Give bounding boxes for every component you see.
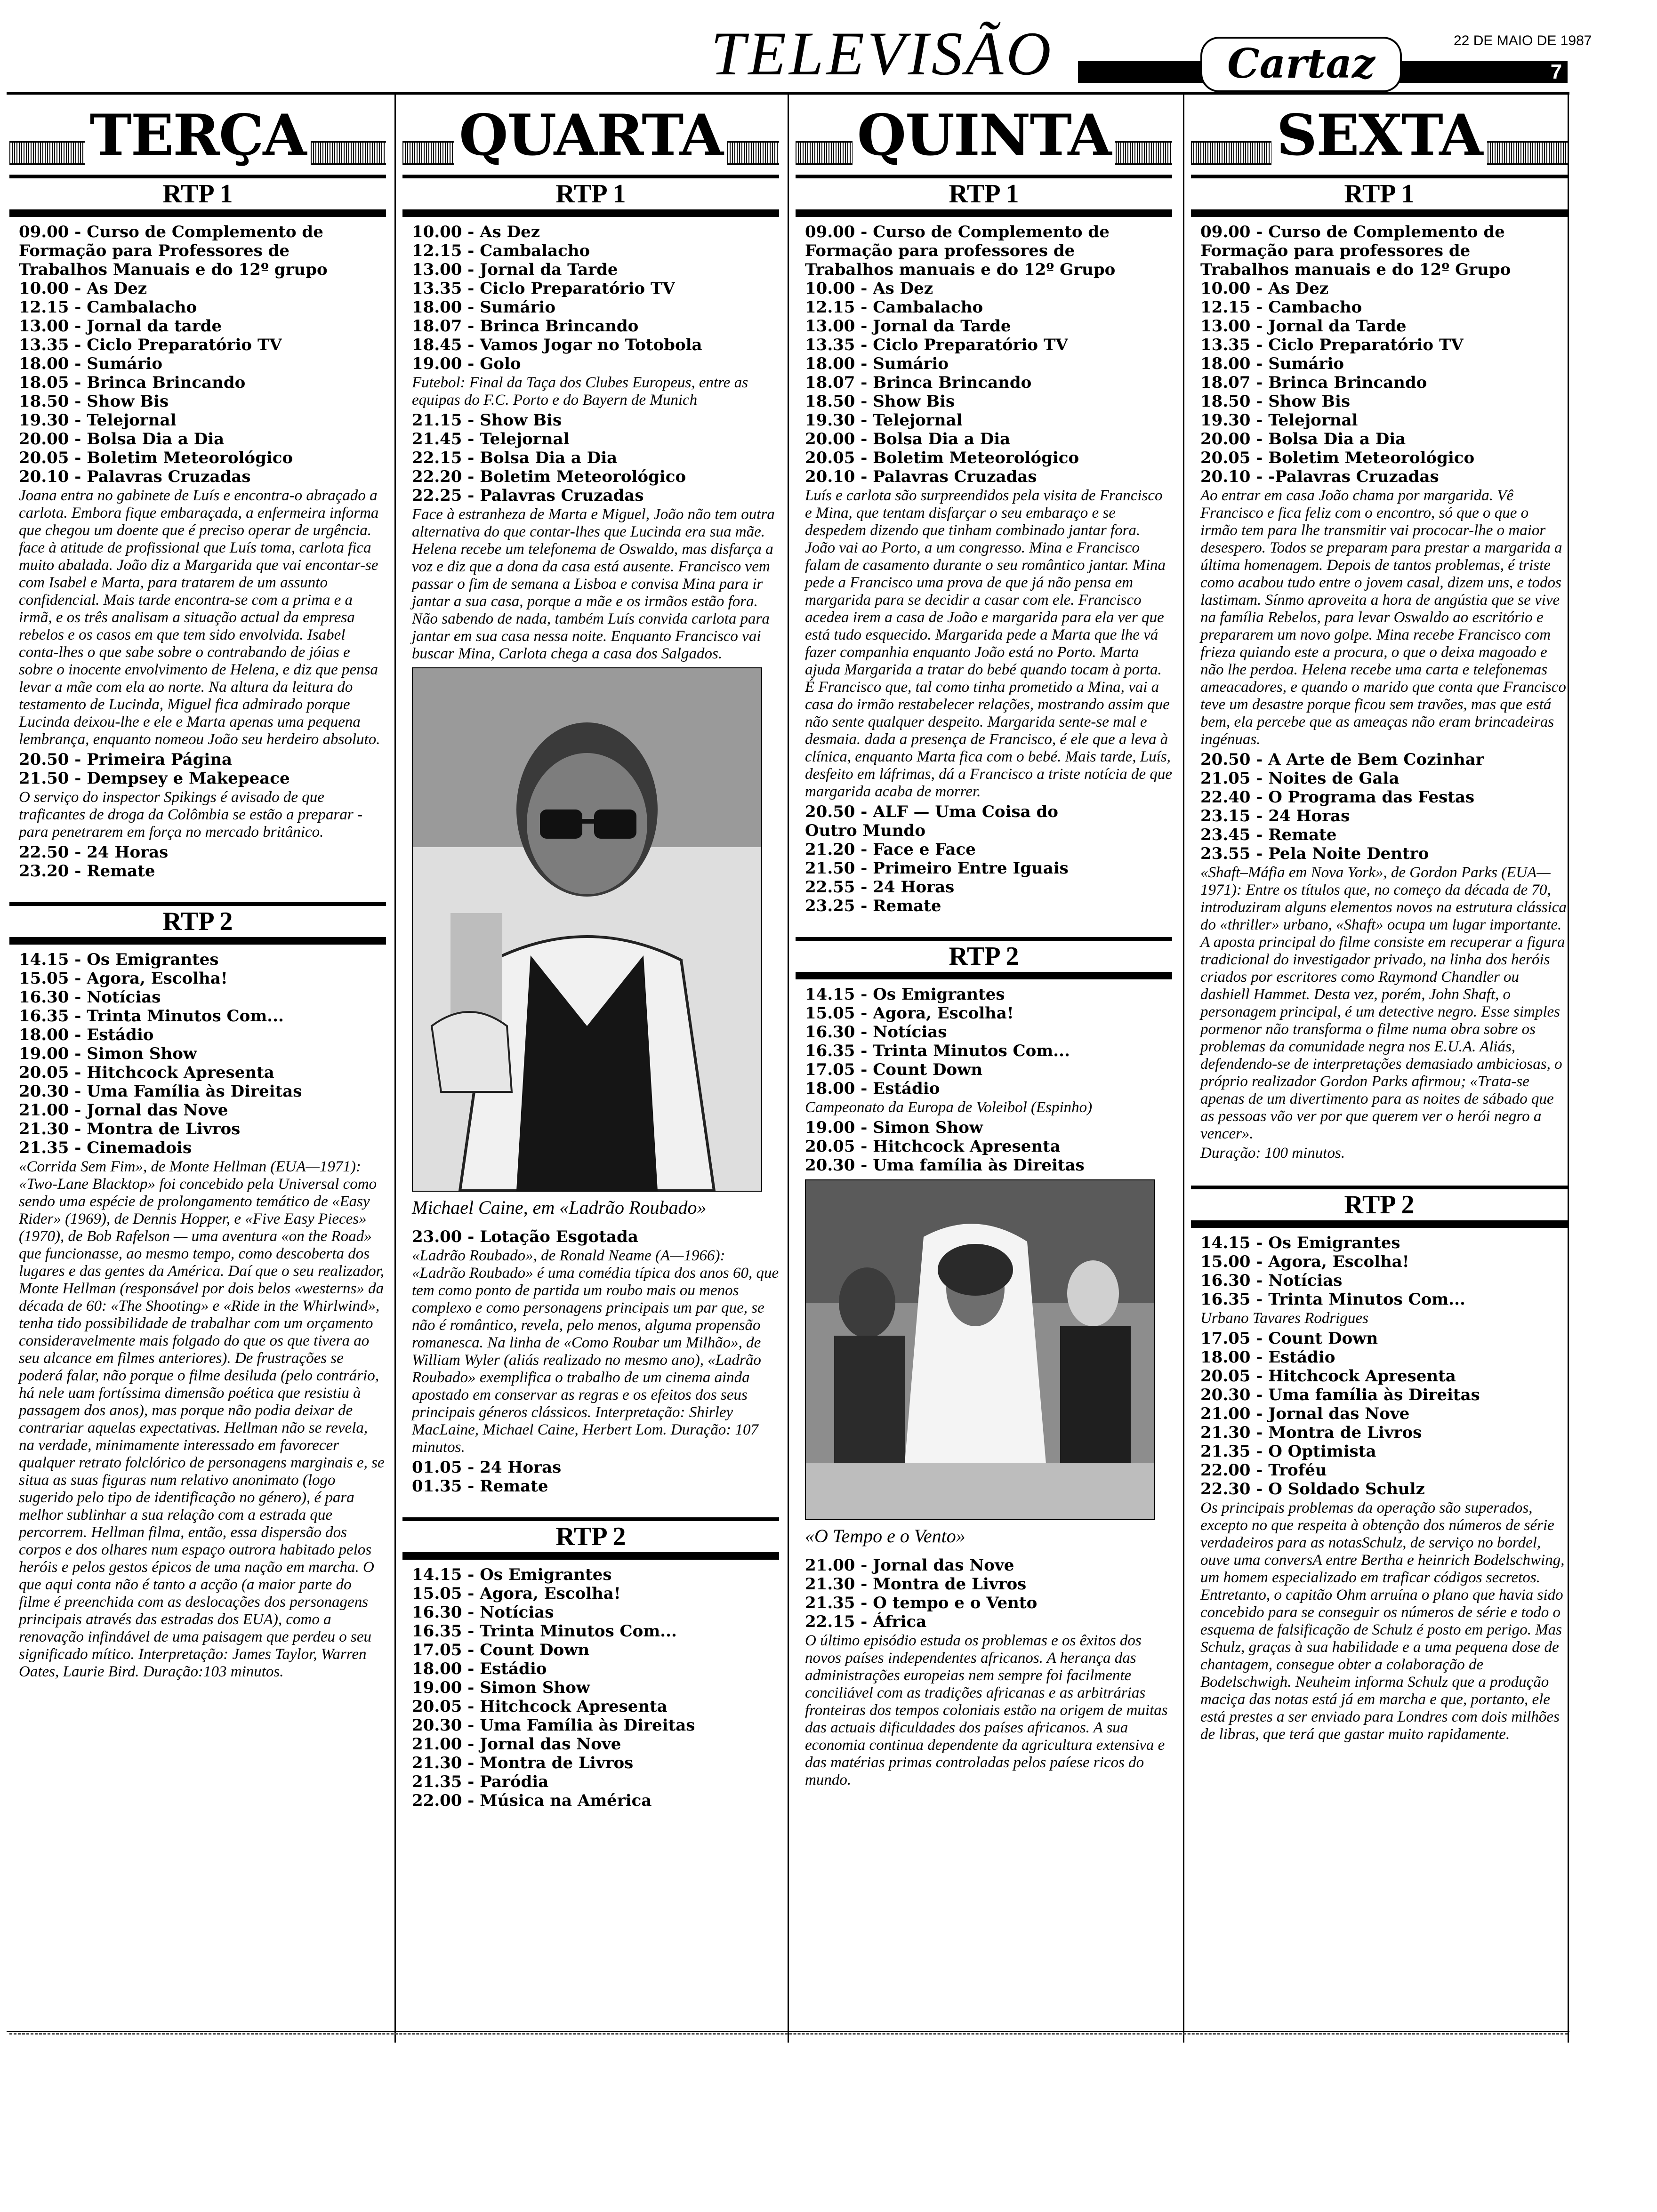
program-line: 15.05 - Agora, Escolha! xyxy=(19,969,228,988)
program-note: Ao entrar em casa João chama por margarida. Vê Francisco e fica feliz com o encontro, só que o que o irmão tem para lhe transmitir vai prococar-lhe o maior desespero. Todos se preparam para prestar a margarida a última homenagem. Depois de tantos problemas, é triste como acabou tudo entre o jovem casal, dizem uns, e todos lastimam. Sínmo aproveita a hora de angústia que se vive na família Rebelos, para levar Oswaldo ao escritório e prepararem um novo golpe. Mina recebe Francisco com frieza quiando este a procura, o que o deixa magoado e não lhe perdoa. Helena recebe uma carta e telefonemas ameacadores, e quando o marido que conta que Francisco teve um desastre porque ficou sem travões, mas que está bem, ela percebe que as ameaças não eram brincadeiras ingénuas. xyxy=(1200,487,1566,748)
photo-o-tempo-e-o-vento-image xyxy=(806,1180,1154,1519)
program-line: 18.00 - Estádio xyxy=(1200,1348,1335,1367)
program-line: 19.00 - Simon Show xyxy=(412,1678,590,1697)
program-line: 20.05 - Boletim Meteorológico xyxy=(1200,449,1475,467)
program-line: 19.30 - Telejornal xyxy=(1200,411,1358,430)
program-line: 21.00 - Jornal das Nove xyxy=(1200,1404,1410,1423)
program-line: 21.50 - Primeiro Entre Iguais xyxy=(805,859,1069,878)
program-line: 22.00 - Música na América xyxy=(412,1791,652,1810)
day-banner xyxy=(9,96,386,172)
program-line: 20.05 - Boletim Meteorológico xyxy=(19,449,293,467)
program-line: 21.35 - O Optimista xyxy=(1200,1442,1376,1461)
column-terca xyxy=(9,96,386,1683)
photo-caption: Michael Caine, em «Ladrão Roubado» xyxy=(412,1197,707,1218)
program-line: 17.05 - Count Down xyxy=(805,1060,983,1079)
program-line: 13.35 - Ciclo Preparatório TV xyxy=(1200,336,1464,354)
program-line: Trabalhos manuais e do 12º Grupo xyxy=(1200,260,1511,279)
program-line: 20.10 - Palavras Cruzadas xyxy=(19,467,251,486)
issue-date: 22 DE MAIO DE 1987 xyxy=(1454,33,1592,48)
program-line: 16.30 - Notícias xyxy=(19,988,161,1007)
program-line: 18.00 - Sumário xyxy=(412,298,556,317)
program-line: 19.30 - Telejornal xyxy=(19,411,177,430)
program-line: 20.50 - Primeira Página xyxy=(19,750,233,769)
program-line: 13.35 - Ciclo Preparatório TV xyxy=(412,279,675,298)
column-divider xyxy=(788,94,789,2043)
program-line: 10.00 - As Dez xyxy=(805,279,933,298)
schedule-rtp2-late xyxy=(796,1556,1172,1789)
program-line: 21.15 - Show Bis xyxy=(412,411,562,430)
program-line: 01.05 - 24 Horas xyxy=(412,1458,562,1477)
program-line: 21.00 - Jornal das Nove xyxy=(19,1101,228,1120)
program-line: 13.35 - Ciclo Preparatório TV xyxy=(19,336,282,354)
program-line: 22.20 - Boletim Meteorológico xyxy=(412,467,686,486)
schedule-rtp2 xyxy=(796,985,1172,1175)
program-line: 15.00 - Agora, Escolha! xyxy=(1200,1252,1409,1271)
program-note: Os principais problemas da operação são superados, excepto no que respeita à obtenção dos números de série verdadeiros para as notasSchulz, de serviço no bordel, ouve uma conversA entre Bertha e heinrich Bodelschwing, um homem especializado em traficar códigos secretos. Entretanto, o capitão Ohm arruína o plano que havia sido concebido para se conseguir os números de série e todo o esquema de falsificação de Schulz é posto em perigo. Mas Schulz, graças à sua habilidade e a uma pequena dose de chantagem, consegue obter a colaboração de Bodelschwigh. Neuheim informa Schulz que a produção maciça das notas está já em marcha e que, portanto, ele está prestes a ser enviado para Londres com dois milhões de libras, que terá que gastar muito rapidamente. xyxy=(1200,1499,1565,1743)
program-line: 18.07 - Brinca Brincando xyxy=(412,317,639,336)
program-line: Formação para professores de xyxy=(1200,241,1471,260)
program-line: 10.00 - As Dez xyxy=(412,223,540,241)
day-banner xyxy=(796,96,1172,172)
day-name: QUINTA xyxy=(853,102,1116,168)
program-line: 19.30 - Telejornal xyxy=(805,411,963,430)
program-line: 16.30 - Notícias xyxy=(1200,1271,1343,1290)
program-line: 18.00 - Estádio xyxy=(19,1026,154,1044)
program-line: 12.15 - Cambacho xyxy=(1200,298,1362,317)
channel-heading-rtp1: RTP 1 xyxy=(1191,175,1568,217)
program-line: 12.15 - Cambalacho xyxy=(412,241,590,260)
program-line: 21.05 - Noites de Gala xyxy=(1200,769,1400,788)
program-line: 21.35 - Paródia xyxy=(412,1772,549,1791)
program-line: 18.00 - Sumário xyxy=(805,354,949,373)
schedule-rtp1 xyxy=(796,223,1172,915)
program-line: 19.00 - Simon Show xyxy=(805,1118,983,1137)
program-line: 18.00 - Estádio xyxy=(805,1079,940,1098)
program-line: 21.45 - Telejornal xyxy=(412,430,570,449)
photo-michael-caine xyxy=(412,667,762,1192)
program-line: 14.15 - Os Emigrantes xyxy=(19,950,219,969)
program-line: 09.00 - Curso de Complemento de xyxy=(805,223,1110,241)
section-title: TELEVISÃO xyxy=(711,19,1054,88)
program-line: Trabalhos Manuais e do 12º grupo xyxy=(19,260,328,279)
program-line: 21.30 - Montra de Livros xyxy=(412,1754,634,1772)
program-line: 13.00 - Jornal da tarde xyxy=(19,317,222,336)
program-line: 23.55 - Pela Noite Dentro xyxy=(1200,844,1429,863)
schedule-rtp1-late xyxy=(402,1227,779,1496)
program-line: 18.50 - Show Bis xyxy=(1200,392,1351,411)
program-line: Trabalhos manuais e do 12º Grupo xyxy=(805,260,1116,279)
program-note: Campeonato da Europa de Voleibol (Espinho) xyxy=(805,1099,1093,1116)
program-line: 23.45 - Remate xyxy=(1200,825,1337,844)
program-line: 20.00 - Bolsa Dia a Dia xyxy=(19,430,225,449)
column-quarta xyxy=(402,96,779,1810)
schedule-rtp1 xyxy=(402,223,779,663)
program-line: 12.15 - Cambalacho xyxy=(19,298,197,317)
program-line: 14.15 - Os Emigrantes xyxy=(1200,1234,1400,1252)
program-line: 16.30 - Notícias xyxy=(412,1603,554,1622)
program-line: 18.50 - Show Bis xyxy=(805,392,955,411)
schedule-rtp2 xyxy=(1191,1234,1568,1743)
program-line: 22.50 - 24 Horas xyxy=(19,843,169,862)
program-line: 01.35 - Remate xyxy=(412,1477,548,1496)
program-line: 17.05 - Count Down xyxy=(412,1641,590,1659)
column-quinta xyxy=(796,96,1172,1791)
program-line: 18.45 - Vamos Jogar no Totobola xyxy=(412,336,702,354)
program-line: 18.07 - Brinca Brincando xyxy=(805,373,1032,392)
program-line: 20.50 - ALF — Uma Coisa do xyxy=(805,802,1058,821)
program-line: 10.00 - As Dez xyxy=(19,279,147,298)
program-line: 13.00 - Jornal da Tarde xyxy=(805,317,1011,336)
program-line: 20.30 - Uma Família às Direitas xyxy=(19,1082,302,1101)
program-note: Futebol: Final da Taça dos Clubes Europeus, entre as equipas do F.C. Porto e do Bayern de Munich xyxy=(412,374,748,409)
program-line: 20.30 - Uma Família às Direitas xyxy=(412,1716,695,1735)
program-line: 20.05 - Boletim Meteorológico xyxy=(805,449,1079,467)
program-line: 18.50 - Show Bis xyxy=(19,392,169,411)
program-line: 18.00 - Sumário xyxy=(1200,354,1344,373)
program-line: Outro Mundo xyxy=(805,821,925,840)
program-line: 14.15 - Os Emigrantes xyxy=(412,1565,612,1584)
program-line: 22.55 - 24 Horas xyxy=(805,878,955,897)
column-divider xyxy=(1183,94,1184,2043)
program-line: 18.05 - Brinca Brincando xyxy=(19,373,246,392)
program-line: 22.15 - Bolsa Dia a Dia xyxy=(412,449,618,467)
program-note: «Shaft–Máfia em Nova York», de Gordon Parks (EUA—1971): Entre os títulos que, no começo da década de 70, introduziram alguns elementos novos na estrutura clássica do «thriller» urbano, «Shaft» ocupa um lugar importante. A aposta principal do filme consiste em recuperar a figura tradicional do investigador privado, na linha dos heróis criados por escritores como Raymond Chandler ou dashiell Hammet. Desta vez, porém, John Shaft, o personagem principal, é um detective negro. Esse simples pormenor não transforma o filme numa obra sobre os problemas da comunidade negra nos E.U.A. Aliás, defendendo-se de interpretações demasiado ambiciosas, o próprio realizador Gordon Parks afirmou; «Trata-se apenas de um divertimento para as noites de sábado que as pessoas vão ver por que querem ver o herói negro a vencer». xyxy=(1200,864,1567,1142)
program-line: 20.05 - Hitchcock Apresenta xyxy=(805,1137,1061,1156)
program-line: 23.15 - 24 Horas xyxy=(1200,807,1350,825)
schedule-rtp1 xyxy=(1191,223,1568,1162)
program-line: 21.30 - Montra de Livros xyxy=(1200,1423,1422,1442)
program-note: Luís e carlota são surpreendidos pela visita de Francisco e Mina, que tentam disfarçar o seu embaraço e se despedem dizendo que tinham combinado jantar fora. João vai ao Porto, a um congresso. Mina e Francisco falam de casamento durante o seu romântico jantar. Mina pede a Francisco uma prova de que já não pensa em margarida para se decidir a casar com ele. Francisco acedea irem a casa de João e margarida para ela ver que está tudo esquecido. Margarida pede a Marta que lhe vá fazer companhia enquanto João está no Porto. Marta ajuda Margarida a tratar do bebé quando tocam à porta. É Francisco que, tal como tinha prometido a Mina, vai a casa do irmão restabelecer relações, mostrando assim que não sente qualquer despeito. Margarida sente-se mal e desmaia. dada a presença de Francisco, é ele que a leva à clínica, enquanto Marta fica com o bebé. Mais tarde, Luís, desfeito em láfrimas, dá a Francisco a triste notícia de que margarida acaba de morrer. xyxy=(805,487,1172,800)
program-line: 21.00 - Jornal das Nove xyxy=(412,1735,621,1754)
program-line: 21.00 - Jornal das Nove xyxy=(805,1556,1014,1575)
photo-o-tempo-e-o-vento xyxy=(805,1179,1155,1520)
program-line: 23.00 - Lotação Esgotada xyxy=(412,1227,638,1246)
page-number: 7 xyxy=(1548,61,1565,83)
dashed-rule xyxy=(9,2033,1568,2035)
program-note: Joana entra no gabinete de Luís e encontra-o abraçado a carlota. Embora fique embaraçada, a enfermeira informa que chegou um doente que é preciso operar de urgência. face à atitude de profissional que Luís toma, carlota fica muito abalada. João diz a Margarida que vai encontar-se com Isabel e Marta, para tratarem de um assunto confidencial. Mais tarde encontra-se com a prima e a irmã, e os três analisam a situação actual da empresa rebelos e os casos em que tem sido envolvida. Isabel conta-lhes o que sabe sobre o contrabando de jóias e sobre o inocente envolvimento de Helena, e diz que pensa levar a mãe com ela ao norte. Na altura da leitura do testamento de Lucinda, Miguel fica admirado porque Lucinda deixou-lhe e ele e Marta apenas uma pequena lembrança, enquanto nomeou João seu herdeiro absoluto. xyxy=(19,487,380,748)
program-line: 21.30 - Montra de Livros xyxy=(19,1120,241,1138)
channel-heading-rtp2: RTP 2 xyxy=(402,1517,779,1560)
program-line: 20.05 - Hitchcock Apresenta xyxy=(19,1063,274,1082)
program-line: 18.00 - Sumário xyxy=(19,354,163,373)
program-line: 21.35 - O tempo e o Vento xyxy=(805,1594,1038,1612)
program-line: 18.07 - Brinca Brincando xyxy=(1200,373,1427,392)
program-line: 16.35 - Trinta Minutos Com... xyxy=(805,1042,1070,1060)
program-line: 13.00 - Jornal da Tarde xyxy=(1200,317,1407,336)
program-note: O último episódio estuda os problemas e os êxitos dos novos países independentes africanos. A herança das administrações europeias nem sempre foi facilmente conciliável com as tradições africanas e as arbitrárias fronteiras dos tempos coloniais estão na origem de muitas das actuais dificuldades dos países africanos. A sua economia continua dependente da agricultura extensiva e das matérias primas controladas pelos paíese ricos do mundo. xyxy=(805,1632,1168,1788)
day-name: QUARTA xyxy=(454,102,727,168)
program-line: 20.10 - Palavras Cruzadas xyxy=(805,467,1037,486)
program-line: 16.35 - Trinta Minutos Com... xyxy=(19,1007,284,1026)
program-line: 20.30 - Uma família às Direitas xyxy=(1200,1386,1480,1404)
program-line: 22.25 - Palavras Cruzadas xyxy=(412,486,644,505)
program-line: 20.50 - A Arte de Bem Cozinhar xyxy=(1200,750,1484,769)
program-line: 10.00 - As Dez xyxy=(1200,279,1329,298)
photo-caption: «O Tempo e o Vento» xyxy=(805,1525,965,1547)
program-line: 20.05 - Hitchcock Apresenta xyxy=(1200,1367,1456,1386)
program-line: 22.40 - O Programa das Festas xyxy=(1200,788,1475,807)
cartaz-logo: Cartaz xyxy=(1200,37,1402,92)
program-note: «Corrida Sem Fim», de Monte Hellman (EUA—1971): «Two-Lane Blacktop» foi concebido pela Universal como sendo uma espécie de prolongamento temático de «Easy Rider» (1969), de Dennis Hopper, e «Five Easy Pieces» (1970), de Bob Rafelson — uma aventura «on the Road» que funcionasse, ao mesmo tempo, como descoberta dos lugares e das gentes da América. Daí que o seu realizador, Monte Hellman (responsável por dois belos «westerns» da década de 60: «The Shooting» e «Ride in the Whirlwind», tenha tido possibilidade de trabalhar com um orçamento consideravelmente mais folgado do que os que tivera ao seu alcance em filmes anteriores). De frustrações se poderá falar, não porque o filme desiluda (pelo contrário, há nele uam fortíssima dimensão poética que resistiu à passagem dos anos), mas porque não podia deixar de contrariar aquelas expectativas. Hellman não se revela, na verdade, minimamente interessado em favorecer qualquer retrato folclórico de personagens marginais e, se situa as suas figuras num relativo anonimato (logo sugerido pelo tipo de identificação no género), é para melhor sublinhar a sua relação com a estrada que percorrem. Hellman filma, então, essa dispersão dos corpos e dos olhares num espaço outrora habitado pelos heróis e pelos gestos épicos de uma nação em marcha. O que aqui conta não é tanto a acção (a maior parte do filme é preenchida com as deslocações dos personagens principais através das estradas dos EUA), como a renovação infindável de uma paisagem que perdeu o seu significado mítico. Interpretação: James Taylor, Warren Oates, Laurie Bird. Duração:103 minutos. xyxy=(19,1158,385,1680)
day-name: TERÇA xyxy=(85,102,310,168)
channel-heading-rtp2: RTP 2 xyxy=(9,902,386,945)
program-line: 16.30 - Notícias xyxy=(805,1023,947,1042)
program-line: 16.35 - Trinta Minutos Com... xyxy=(1200,1290,1465,1309)
channel-heading-rtp2: RTP 2 xyxy=(796,937,1172,979)
program-line: 21.30 - Montra de Livros xyxy=(805,1575,1027,1594)
day-name: SEXTA xyxy=(1271,102,1487,168)
program-line: Formação para Professores de xyxy=(19,241,290,260)
program-line: 16.35 - Trinta Minutos Com... xyxy=(412,1622,677,1641)
column-divider xyxy=(1568,94,1569,2043)
program-line: Formação para professores de xyxy=(805,241,1075,260)
program-line: 14.15 - Os Emigrantes xyxy=(805,985,1005,1004)
program-line: 15.05 - Agora, Escolha! xyxy=(805,1004,1014,1023)
channel-heading-rtp1: RTP 1 xyxy=(9,175,386,217)
program-line: 20.10 - -Palavras Cruzadas xyxy=(1200,467,1439,486)
program-note: Face à estranheza de Marta e Miguel, João não tem outra alternativa do que contar-lhes que Lucinda era sua mãe. Helena recebe um telefonema de Oswaldo, mas disfarça a voz e diz que a dona da casa está ausente. Francisco vem passar o fim de semana a Lisboa e convisa Mina para ir jantar a sua casa, porque a mãe e os irmãos estão fora. Não sabendo de nada, também Luís convida carlota para jantar em sua casa nessa noite. Enquanto Francisco vai buscar Mina, Carlota chega a casa dos Salgados. xyxy=(412,506,775,662)
program-line: 19.00 - Simon Show xyxy=(19,1044,197,1063)
channel-heading-rtp1: RTP 1 xyxy=(402,175,779,217)
program-line: 22.15 - África xyxy=(805,1612,927,1631)
program-line: 20.05 - Hitchcock Apresenta xyxy=(412,1697,668,1716)
program-line: 09.00 - Curso de Complemento de xyxy=(1200,223,1505,241)
photo-michael-caine-image xyxy=(413,668,761,1191)
program-line: 21.20 - Face e Face xyxy=(805,840,976,859)
program-line: 20.00 - Bolsa Dia a Dia xyxy=(805,430,1011,449)
bottom-rule xyxy=(7,2031,1569,2032)
program-line: 19.00 - Golo xyxy=(412,354,521,373)
schedule-rtp1 xyxy=(9,223,386,881)
program-line: 12.15 - Cambalacho xyxy=(805,298,983,317)
program-line: 21.50 - Dempsey e Makepeace xyxy=(19,769,290,788)
program-line: 23.25 - Remate xyxy=(805,897,941,915)
program-note: Urbano Tavares Rodrigues xyxy=(1200,1310,1368,1327)
program-line: 09.00 - Curso de Complemento de xyxy=(19,223,323,241)
channel-heading-rtp1: RTP 1 xyxy=(796,175,1172,217)
program-line: 21.35 - Cinemadois xyxy=(19,1138,192,1157)
program-line: 18.00 - Estádio xyxy=(412,1659,547,1678)
program-line: 22.30 - O Soldado Schulz xyxy=(1200,1480,1425,1499)
program-line: 20.00 - Bolsa Dia a Dia xyxy=(1200,430,1406,449)
program-note: «Ladrão Roubado», de Ronald Neame (A—1966): «Ladrão Roubado» é uma comédia típica dos anos 60, que tem como ponto de partida um roubo mais ou menos complexo e como personagens principais um par que, se não é romântico, revela, pelo menos, alguma propensão romanesca. Na linha de «Como Roubar um Milhão», de William Wyler (aliás realizado no mesmo ano), «Ladrão Roubado» exemplifica o trabalho de um cinema ainda apostado em conservar as regras e os efeitos dos seus principais géneros clássicos. Interpretação: Shirley MacLaine, Michael Caine, Herbert Lom. Duração: 107 minutos. xyxy=(412,1247,779,1456)
day-banner xyxy=(1191,96,1568,172)
channel-heading-rtp2: RTP 2 xyxy=(1191,1186,1568,1228)
program-line: 20.30 - Uma família às Direitas xyxy=(805,1156,1085,1175)
program-line: 23.20 - Remate xyxy=(19,862,155,881)
day-banner xyxy=(402,96,779,172)
program-line: 13.35 - Ciclo Preparatório TV xyxy=(805,336,1068,354)
program-line: 13.00 - Jornal da Tarde xyxy=(412,260,618,279)
program-line: 15.05 - Agora, Escolha! xyxy=(412,1584,621,1603)
schedule-rtp2 xyxy=(402,1565,779,1810)
column-sexta xyxy=(1191,96,1568,1745)
program-note: O serviço do inspector Spikings é avisado de que traficantes de droga da Colômbia se estão a preparar -para penetrarem em força no mercado britânico. xyxy=(19,789,362,841)
program-line: 22.00 - Troféu xyxy=(1200,1461,1327,1480)
program-note: Duração: 100 minutos. xyxy=(1200,1145,1345,1162)
column-divider xyxy=(394,94,396,2043)
program-line: 17.05 - Count Down xyxy=(1200,1329,1378,1348)
schedule-rtp2 xyxy=(9,950,386,1681)
